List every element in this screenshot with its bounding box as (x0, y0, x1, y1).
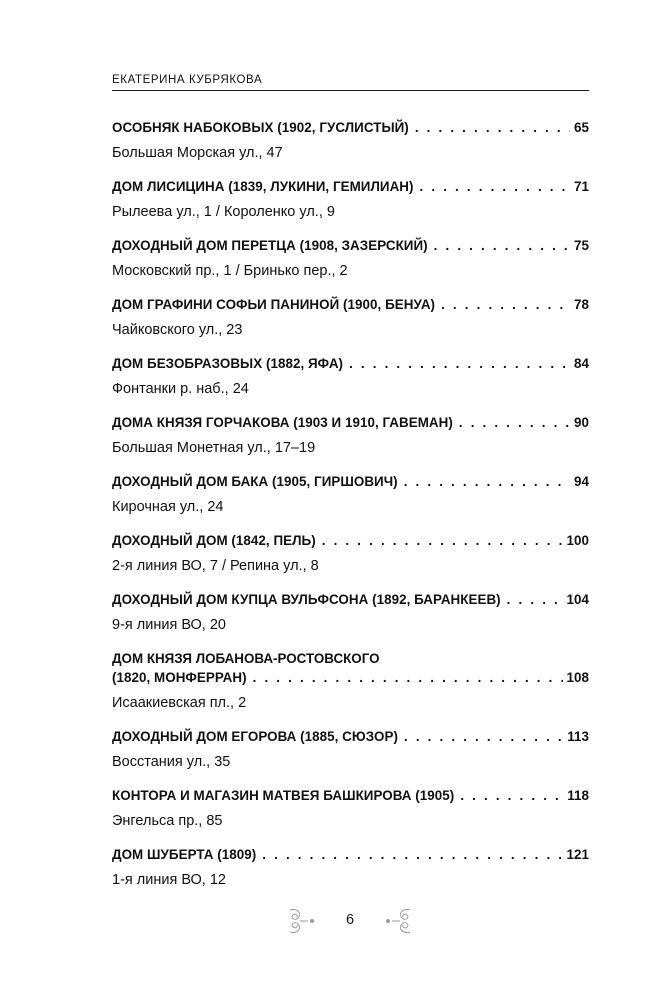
toc-entry-address: 2-я линия ВО, 7 / Репина ул., 8 (112, 558, 319, 574)
toc-entry-title-line[interactable] (112, 727, 589, 746)
toc-entry-title: ДОМ ШУБЕРТА (1809) (112, 847, 257, 862)
toc-entry-page: 84 (574, 356, 589, 371)
dot-leader (420, 177, 570, 196)
page-number: 6 (345, 912, 355, 928)
toc-entry-title: ДОХОДНЫЙ ДОМ ПЕРЕТЦА (1908, ЗАЗЕРСКИЙ) (112, 238, 428, 253)
toc-entry-page: 90 (574, 415, 589, 430)
table-of-contents (112, 118, 589, 904)
toc-entry-title: ДОХОДНЫЙ ДОМ КУПЦА ВУЛЬФСОНА (1892, БАРАНКЕЕВ) (112, 592, 501, 607)
toc-entry-title-line[interactable] (112, 786, 589, 805)
toc-entry-title: ДОМ БЕЗОБРАЗОВЫХ (1882, ЯФА) (112, 356, 344, 371)
toc-entry (112, 649, 589, 713)
toc-entry-page: 100 (566, 533, 589, 548)
toc-entry-page: 94 (574, 474, 589, 489)
dot-leader (253, 668, 563, 687)
toc-entry-title-line[interactable] (112, 668, 589, 687)
dot-leader (460, 786, 563, 805)
toc-entry-address: Восстания ул., 35 (112, 754, 231, 770)
toc-entry-page: 71 (574, 179, 589, 194)
dot-leader (322, 531, 563, 550)
author-name: ЕКАТЕРИНА КУБРЯКОВА (112, 74, 263, 86)
toc-entry-address: 9-я линия ВО, 20 (112, 617, 226, 633)
toc-entry (112, 727, 589, 772)
toc-entry-address: 1-я линия ВО, 12 (112, 872, 226, 888)
toc-entry (112, 354, 589, 399)
toc-entry-page: 118 (567, 788, 589, 803)
toc-entry-page: 113 (567, 729, 589, 744)
toc-entry-address: Московский пр., 1 / Бринько пер., 2 (112, 263, 348, 279)
toc-entry (112, 472, 589, 517)
toc-entry-title: ДОХОДНЫЙ ДОМ (1842, ПЕЛЬ) (112, 533, 316, 548)
floral-flourish-right-icon (380, 906, 414, 936)
toc-entry-title-line[interactable] (112, 472, 589, 491)
dot-leader (404, 727, 563, 746)
toc-entry-title: (1820, МОНФЕРРАН) (112, 670, 247, 685)
toc-entry-address: Энгельса пр., 85 (112, 813, 223, 829)
dot-leader (404, 472, 570, 491)
toc-entry-page: 78 (574, 297, 589, 312)
toc-entry (112, 845, 589, 890)
toc-entry-title-line[interactable] (112, 590, 589, 609)
toc-entry (112, 118, 589, 163)
dot-leader (459, 413, 570, 432)
toc-entry-title-line[interactable] (112, 845, 589, 864)
toc-entry-address: Рылеева ул., 1 / Короленко ул., 9 (112, 204, 335, 220)
toc-entry (112, 413, 589, 458)
dot-leader (441, 295, 570, 314)
toc-entry-title: ОСОБНЯК НАБОКОВЫХ (1902, ГУСЛИСТЫЙ) (112, 120, 409, 135)
toc-entry-page: 75 (574, 238, 589, 253)
toc-entry (112, 295, 589, 340)
toc-entry-address: Чайковского ул., 23 (112, 322, 243, 338)
toc-entry-title: КОНТОРА И МАГАЗИН МАТВЕЯ БАШКИРОВА (1905) (112, 788, 455, 803)
toc-entry (112, 177, 589, 222)
toc-entry-address: Большая Морская ул., 47 (112, 145, 283, 161)
toc-entry-page: 104 (566, 592, 589, 607)
toc-entry-title-line[interactable] (112, 236, 589, 255)
toc-entry-title: ДОХОДНЫЙ ДОМ БАКА (1905, ГИРШОВИЧ) (112, 474, 398, 489)
toc-entry-title-line[interactable] (112, 295, 589, 314)
toc-entry-title: ДОМ ЛИСИЦИНА (1839, ЛУКИНИ, ГЕМИЛИАН) (112, 179, 414, 194)
dot-leader (415, 118, 570, 137)
toc-entry (112, 531, 589, 576)
toc-entry-page: 121 (566, 847, 589, 862)
toc-entry-page: 65 (574, 120, 589, 135)
toc-entry-title-line[interactable] (112, 413, 589, 432)
toc-entry (112, 786, 589, 831)
toc-entry-title-first-line[interactable]: ДОМ КНЯЗЯ ЛОБАНОВА-РОСТОВСКОГО (112, 651, 380, 666)
toc-entry-address: Большая Монетная ул., 17–19 (112, 440, 316, 456)
dot-leader (434, 236, 570, 255)
toc-entry-title-line[interactable] (112, 177, 589, 196)
toc-entry-title-line[interactable] (112, 354, 589, 373)
toc-entry-title: ДОМА КНЯЗЯ ГОРЧАКОВА (1903 И 1910, ГАВЕМАН) (112, 415, 453, 430)
toc-entry-title: ДОХОДНЫЙ ДОМ ЕГОРОВА (1885, СЮЗОР) (112, 729, 398, 744)
dot-leader (507, 590, 563, 609)
toc-entry-address: Кирочная ул., 24 (112, 499, 224, 515)
toc-entry-title: ДОМ ГРАФИНИ СОФЬИ ПАНИНОЙ (1900, БЕНУА) (112, 297, 436, 312)
page-footer (0, 906, 668, 936)
toc-entry-page: 108 (566, 670, 589, 685)
toc-entry (112, 236, 589, 281)
toc-entry-address: Исаакиевская пл., 2 (112, 695, 247, 711)
dot-leader (262, 845, 562, 864)
floral-flourish-left-icon (286, 906, 320, 936)
running-header (112, 74, 589, 91)
dot-leader (349, 354, 570, 373)
toc-entry (112, 590, 589, 635)
toc-entry-title-line[interactable] (112, 118, 589, 137)
toc-entry-address: Фонтанки р. наб., 24 (112, 381, 249, 397)
toc-entry-title-line[interactable] (112, 531, 589, 550)
